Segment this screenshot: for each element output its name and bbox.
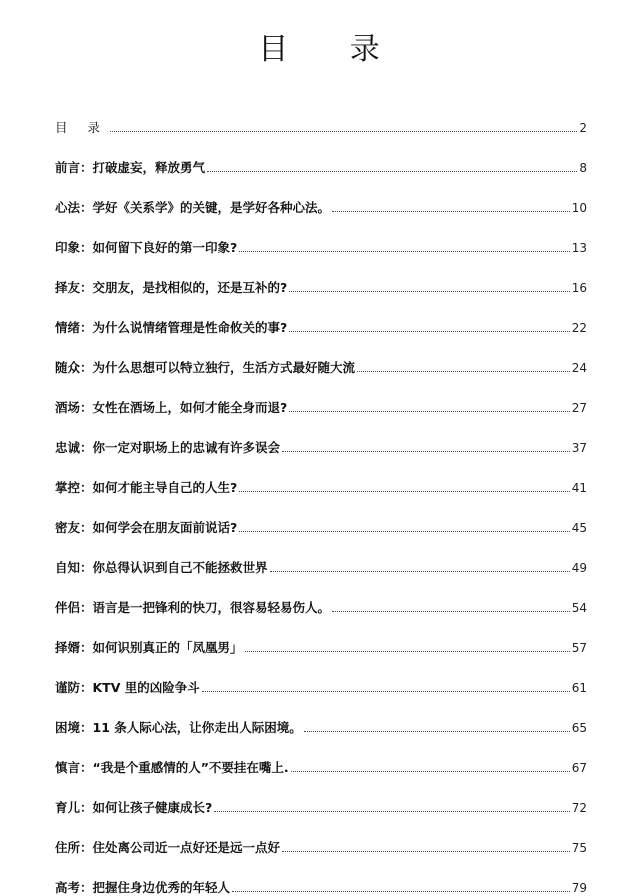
toc-entry-label: 心法：学好《关系学》的关键，是学好各种心法。 [55, 200, 331, 215]
dot-leader [239, 250, 569, 252]
toc-page-number: 72 [571, 801, 587, 815]
toc-entry-label: 困境：11 条人际心法，让你走出人际困境。 [55, 720, 302, 735]
dot-leader [289, 330, 569, 332]
toc-row[interactable] [55, 536, 587, 576]
page-title: 目 录 [258, 32, 406, 67]
toc-row[interactable] [55, 96, 587, 136]
toc-page-number: 22 [571, 321, 587, 335]
toc-row[interactable] [55, 376, 587, 416]
toc-entry-label: 印象：如何留下良好的第一印象? [55, 240, 238, 255]
toc-row[interactable] [55, 856, 587, 896]
toc-page-number: 8 [579, 161, 587, 175]
toc-page-number: 49 [571, 561, 587, 575]
toc-page-number: 10 [571, 201, 587, 215]
dot-leader [332, 610, 570, 612]
toc-row[interactable] [55, 216, 587, 256]
toc-entry-label: 住所：住处离公司近一点好还是远一点好 [55, 840, 281, 855]
toc-page-number: 24 [571, 361, 587, 375]
dot-leader [282, 450, 570, 452]
table-of-contents [55, 96, 587, 896]
toc-row[interactable] [55, 576, 587, 616]
dot-leader [282, 850, 570, 852]
toc-row[interactable] [55, 816, 587, 856]
toc-page-number: 65 [571, 721, 587, 735]
dot-leader [239, 530, 569, 532]
dot-leader [332, 210, 570, 212]
toc-row[interactable] [55, 696, 587, 736]
dot-leader [232, 890, 570, 892]
toc-entry-label: 慎言：“我是个重感情的人”不要挂在嘴上. [55, 760, 289, 775]
toc-entry-label: 随众：为什么思想可以特立独行，生活方式最好随大流 [55, 360, 356, 375]
toc-page-number: 79 [571, 881, 587, 895]
toc-row[interactable] [55, 336, 587, 376]
toc-row[interactable] [55, 296, 587, 336]
dot-leader [110, 130, 577, 132]
toc-page-number: 41 [571, 481, 587, 495]
toc-row[interactable] [55, 136, 587, 176]
dot-leader [239, 490, 569, 492]
dot-leader [291, 770, 570, 772]
dot-leader [289, 290, 569, 292]
dot-leader [270, 570, 570, 572]
toc-row[interactable] [55, 416, 587, 456]
toc-entry-label: 育儿：如何让孩子健康成长? [55, 800, 213, 815]
dot-leader [207, 170, 577, 172]
toc-page-number: 2 [579, 121, 587, 135]
toc-entry-label: 伴侣：语言是一把锋利的快刀，很容易轻易伤人。 [55, 600, 331, 615]
toc-page-number: 61 [571, 681, 587, 695]
toc-page-number: 45 [571, 521, 587, 535]
toc-page-number: 13 [571, 241, 587, 255]
toc-page-number: 37 [571, 441, 587, 455]
toc-row[interactable] [55, 656, 587, 696]
toc-page-number: 67 [571, 761, 587, 775]
dot-leader [214, 810, 569, 812]
toc-page-number: 57 [571, 641, 587, 655]
toc-entry-label: 目 录 [55, 120, 108, 135]
toc-entry-label: 自知：你总得认识到自己不能拯救世界 [55, 560, 268, 575]
dot-leader [357, 370, 570, 372]
toc-row[interactable] [55, 776, 587, 816]
toc-entry-label: 酒场：女性在酒场上，如何才能全身而退? [55, 400, 288, 415]
toc-row[interactable] [55, 256, 587, 296]
toc-page-number: 54 [571, 601, 587, 615]
toc-row[interactable] [55, 456, 587, 496]
toc-entry-label: 前言：打破虚妄，释放勇气 [55, 160, 206, 175]
toc-entry-label: 择友：交朋友，是找相似的，还是互补的? [55, 280, 288, 295]
toc-row[interactable] [55, 176, 587, 216]
toc-entry-label: 忠诚：你一定对职场上的忠诚有许多误会 [55, 440, 281, 455]
toc-entry-label: 情绪：为什么说情绪管理是性命攸关的事? [55, 320, 288, 335]
toc-page-number: 27 [571, 401, 587, 415]
toc-row[interactable] [55, 736, 587, 776]
toc-entry-label: 高考：把握住身边优秀的年轻人 [55, 880, 231, 895]
toc-row[interactable] [55, 496, 587, 536]
toc-page-number: 16 [571, 281, 587, 295]
toc-page-number: 75 [571, 841, 587, 855]
dot-leader [202, 690, 570, 692]
toc-entry-label: 谨防：KTV 里的凶险争斗 [55, 680, 200, 695]
toc-entry-label: 择婿：如何识别真正的「凤凰男」 [55, 640, 243, 655]
toc-entry-label: 掌控：如何才能主导自己的人生? [55, 480, 238, 495]
dot-leader [289, 410, 569, 412]
toc-row[interactable] [55, 616, 587, 656]
toc-entry-label: 密友：如何学会在朋友面前说话? [55, 520, 238, 535]
dot-leader [304, 730, 570, 732]
dot-leader [245, 650, 570, 652]
